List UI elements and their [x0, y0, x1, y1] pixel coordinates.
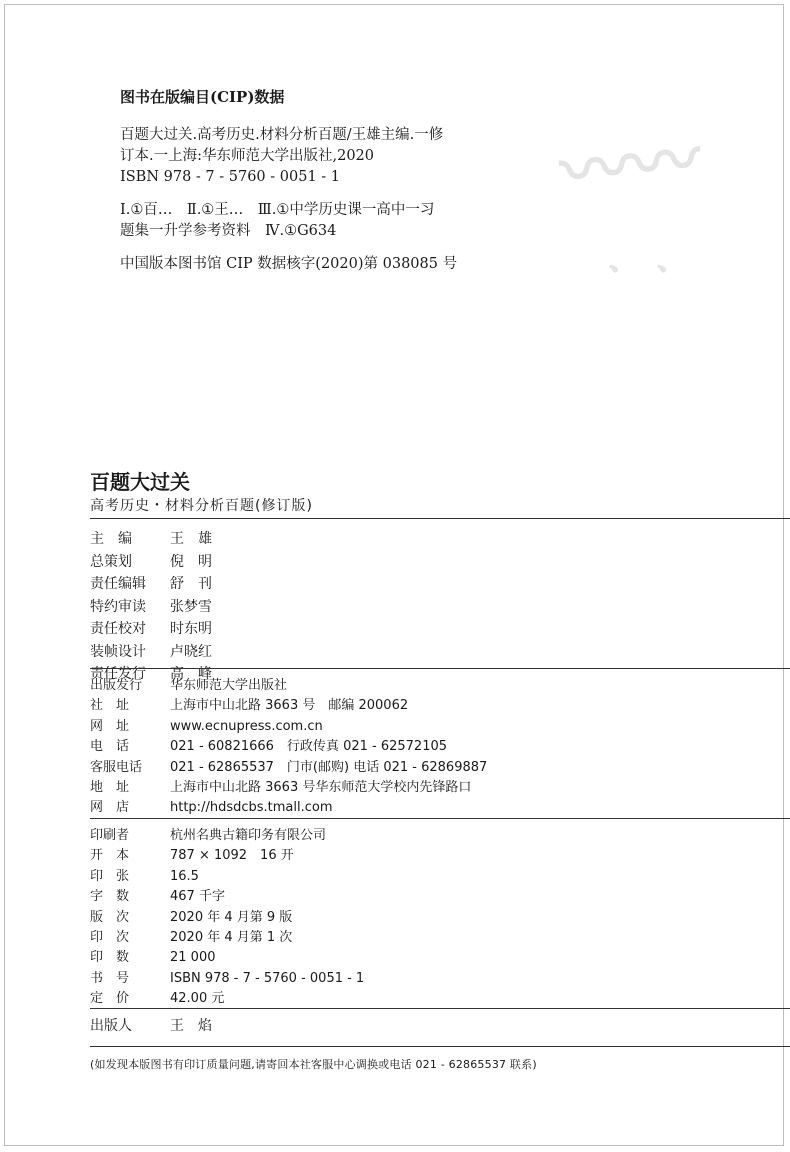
pub-label: 客服电话 [90, 759, 143, 775]
credit-label: 责任发行 [90, 666, 146, 682]
pub-row [90, 676, 487, 696]
spec-label: 定 价 [90, 991, 130, 1007]
spec-row [90, 887, 364, 907]
pub-value: 上海市中山北路 3663 号华东师范大学校内先锋路口 [170, 780, 472, 796]
spec-row [90, 908, 364, 928]
spec-row [90, 826, 364, 846]
pub-row [90, 798, 487, 818]
publisher-line [90, 1015, 212, 1038]
spec-row [90, 928, 364, 948]
pub-row [90, 696, 487, 716]
publisher-label: 出版人 [90, 1018, 132, 1034]
pub-value: 021 - 62865537 门市(邮购) 电话 021 - 62869887 [170, 759, 488, 775]
credit-label: 责任编辑 [90, 576, 146, 592]
credit-label: 总策划 [90, 553, 132, 570]
pub-value: www.ecnupress.com.cn [170, 718, 323, 734]
credit-label: 主 编 [90, 531, 132, 547]
credit-label: 特约审读 [90, 598, 146, 615]
pub-value: 上海市中山北路 3663 号 邮编 200062 [170, 698, 409, 714]
pub-label: 社 址 [90, 698, 130, 714]
show-through-decoration: 〰〰 [556, 116, 705, 215]
credit-label: 责任校对 [90, 621, 146, 637]
credit-value: 倪 明 [170, 553, 212, 570]
spec-row [90, 989, 364, 1009]
divider [90, 818, 790, 819]
pub-value: 华东师范大学出版社 [170, 678, 288, 693]
cip-subject-line: Ⅰ.①百… Ⅱ.①王… Ⅲ.①中学历史课一高中一习 [120, 202, 435, 218]
show-through-decoration: ᆞᆞ [590, 240, 687, 299]
pub-value: http://hdsdcbs.tmall.com [170, 800, 333, 816]
cip-line: ISBN 978 - 7 - 5760 - 0051 - 1 [120, 169, 341, 185]
credit-label: 装帧设计 [90, 643, 146, 660]
publishing-info [90, 676, 487, 819]
spec-label: 印 数 [90, 950, 130, 966]
publisher-row [90, 1015, 212, 1038]
cip-block [120, 86, 550, 275]
footnote: (如发现本版图书有印订质量问题,请寄回本社客服中心调换或电话 021 - 62865537 联系) [90, 1058, 537, 1071]
spec-value: 787 × 1092 16 开 [170, 848, 294, 864]
divider [90, 668, 790, 669]
credits-list [90, 528, 212, 686]
book-title: 百题大过关 [90, 470, 190, 494]
pub-row [90, 778, 487, 798]
pub-label: 出版发行 [90, 678, 143, 693]
credit-row [90, 641, 212, 664]
pub-row [90, 717, 487, 737]
pub-label: 地 址 [90, 780, 130, 796]
spec-value: ISBN 978 - 7 - 5760 - 0051 - 1 [170, 970, 365, 986]
cip-verification: 中国版本图书馆 CIP 数据核字(2020)第 038085 号 [120, 256, 458, 272]
spec-row [90, 867, 364, 887]
spec-label: 开 本 [90, 848, 130, 864]
divider [90, 1046, 790, 1047]
cip-line: 百题大过关.高考历史.材料分析百题/王雄主编.一修 [120, 127, 444, 143]
pub-row [90, 737, 487, 757]
divider [90, 1008, 790, 1009]
credit-value: 张梦雪 [170, 598, 212, 615]
spec-label: 印 次 [90, 930, 130, 946]
spec-value: 467 千字 [170, 889, 225, 905]
credit-value: 时东明 [170, 621, 212, 637]
spec-row [90, 948, 364, 968]
spec-label: 印 张 [90, 868, 130, 884]
pub-value: 021 - 60821666 行政传真 021 - 62572105 [170, 739, 448, 755]
spec-value: 21 000 [170, 950, 216, 966]
spec-value: 2020 年 4 月第 9 版 [170, 909, 293, 925]
credit-row [90, 573, 212, 596]
spec-value: 42.00 元 [170, 991, 225, 1007]
spec-row [90, 846, 364, 866]
book-subtitle: 高考历史・材料分析百题(修订版) [90, 498, 313, 514]
credit-row [90, 551, 212, 574]
spec-value: 杭州名典古籍印务有限公司 [170, 828, 327, 843]
cip-heading: 图书在版编目(CIP)数据 [120, 88, 285, 106]
credit-value: 舒 刊 [170, 576, 212, 592]
pub-label: 网 店 [90, 800, 130, 816]
cip-line: 订本.一上海:华东师范大学出版社,2020 [120, 148, 375, 164]
divider [90, 518, 790, 519]
cip-subject-line: 题集一升学参考资料 Ⅳ.①G634 [120, 223, 337, 239]
publisher-value: 王 焰 [170, 1018, 212, 1034]
credit-value: 王 雄 [170, 531, 212, 547]
pub-label: 网 址 [90, 718, 130, 734]
credit-row [90, 618, 212, 641]
print-specs [90, 826, 364, 1010]
spec-label: 版 次 [90, 909, 130, 925]
credit-value: 高 峰 [170, 666, 212, 682]
spec-label: 印刷者 [90, 828, 130, 843]
credit-row [90, 596, 212, 619]
spec-label: 书 号 [90, 970, 130, 986]
spec-label: 字 数 [90, 889, 130, 905]
pub-label: 电 话 [90, 739, 130, 755]
spec-value: 2020 年 4 月第 1 次 [170, 930, 293, 946]
credit-value: 卢晓红 [170, 643, 212, 660]
spec-row [90, 969, 364, 989]
spec-value: 16.5 [170, 868, 199, 884]
credit-row [90, 528, 212, 551]
pub-row [90, 758, 487, 778]
